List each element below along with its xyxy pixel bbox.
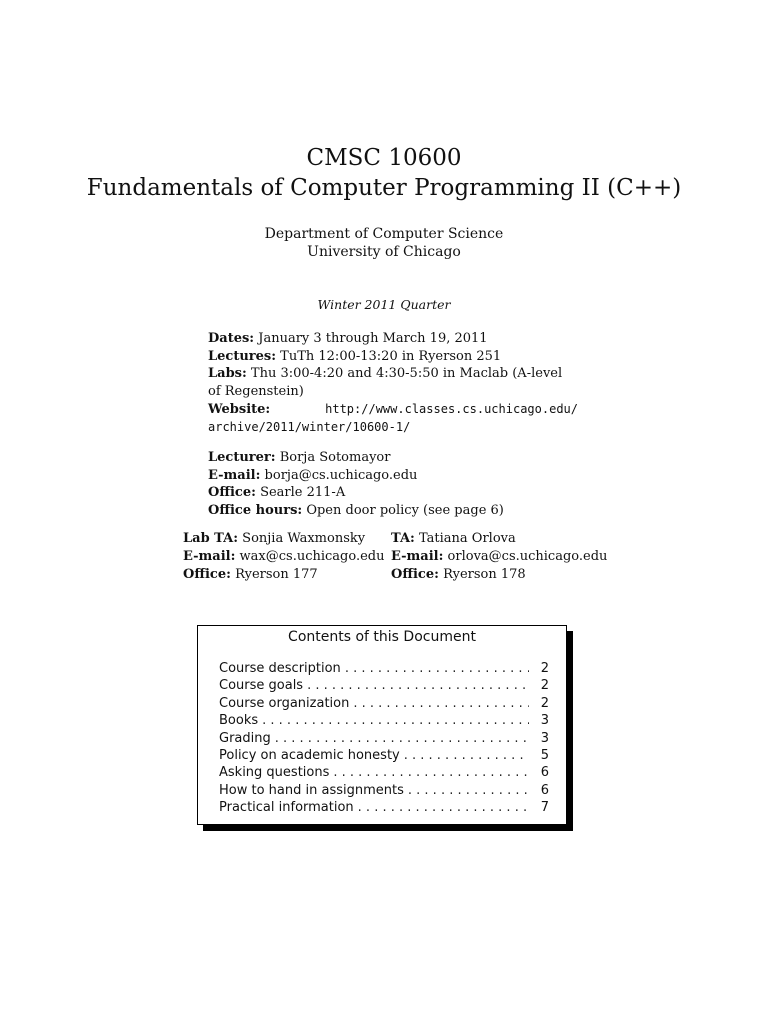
lectures-line (208, 348, 578, 366)
lab-ta-office: Ryerson 177 (235, 567, 318, 582)
university: University of Chicago (307, 244, 461, 260)
toc-item[interactable] (219, 747, 549, 764)
toc-item[interactable] (219, 730, 549, 747)
course-info (208, 330, 578, 436)
lab-ta-line (183, 530, 385, 548)
office-hours: Open door policy (see page 6) (306, 503, 504, 519)
affiliation (0, 225, 768, 261)
toc-item-label: Course goals (219, 678, 304, 694)
lecturer-office: Searle 211-A (260, 485, 346, 501)
labs-label: Labs: (208, 366, 247, 382)
lecturer-email-line (208, 467, 578, 485)
labs-value: Thu 3:00-4:20 and 4:30-5:50 in Maclab (A-level of Regenstein) (208, 366, 563, 400)
lectures-label: Lectures: (208, 348, 277, 364)
ta-info (391, 530, 607, 584)
ta-email-line (391, 548, 607, 566)
toc-leader-dots (353, 695, 529, 712)
toc-title: Contents of this Document (288, 629, 476, 645)
labs-line (208, 365, 578, 400)
toc-list (219, 660, 549, 817)
website-line (208, 401, 578, 419)
toc-leader-dots (408, 782, 529, 799)
toc-item-page: 3 (540, 713, 549, 729)
toc-item[interactable] (219, 764, 549, 781)
department: Department of Computer Science (264, 226, 504, 242)
website-label: Website: (208, 401, 271, 417)
lab-ta-name: Sonjia Waxmonsky (242, 531, 366, 546)
toc-item[interactable] (219, 712, 549, 729)
toc-item-label: Policy on academic honesty (219, 747, 400, 763)
lecturer-name: Borja Sotomayor (279, 450, 391, 465)
toc-item[interactable] (219, 677, 549, 694)
ta-email[interactable]: orlova@cs.uchicago.edu (447, 549, 608, 564)
dates-label: Dates: (208, 331, 255, 346)
ta-office-line (391, 566, 607, 584)
toc-item-page: 6 (540, 765, 549, 781)
toc-item-page: 7 (540, 800, 549, 816)
ta-email-label: E-mail: (391, 549, 444, 564)
lecturer-label: Lecturer: (208, 450, 276, 465)
ta-line (391, 530, 607, 548)
toc-leader-dots (262, 712, 529, 729)
title-block (0, 143, 768, 203)
lab-ta-email-line (183, 548, 385, 566)
lecturer-info (208, 449, 578, 520)
course-title: Fundamentals of Computer Programming II (C++) (86, 175, 682, 201)
toc-item-page: 3 (540, 730, 549, 746)
ta-office-label: Office: (391, 567, 439, 582)
toc-item[interactable] (219, 695, 549, 712)
lab-ta-office-label: Office: (183, 567, 231, 582)
ta-office: Ryerson 178 (443, 567, 526, 582)
lab-ta-info (183, 530, 385, 584)
lecturer-office-label: Office: (208, 485, 256, 501)
dates-value: January 3 through March 19, 2011 (258, 331, 488, 346)
toc-leader-dots (404, 747, 529, 764)
toc-item-label: Course description (219, 661, 341, 676)
lecturer-email[interactable]: borja@cs.uchicago.edu (264, 467, 418, 483)
lecturer-email-label: E-mail: (208, 467, 261, 483)
office-hours-line (208, 502, 578, 520)
dates-line (208, 330, 578, 348)
lectures-value: TuTh 12:00-13:20 in Ryerson 251 (280, 348, 502, 364)
toc-item-label: Grading (219, 730, 271, 746)
website-link-part2[interactable]: archive/2011/winter/10600-1/ (208, 419, 411, 434)
lab-ta-email[interactable]: wax@cs.uchicago.edu (239, 549, 385, 564)
ta-label: TA: (391, 531, 415, 546)
toc-item-page: 2 (540, 678, 549, 694)
toc-item[interactable] (219, 782, 549, 799)
ta-name: Tatiana Orlova (419, 531, 516, 546)
toc-item-label: How to hand in assignments (219, 782, 404, 798)
website-link-part1[interactable]: http://www.classes.cs.uchicago.edu/ (325, 401, 578, 416)
toc-item-label: Practical information (219, 800, 354, 816)
toc-item[interactable] (219, 799, 549, 816)
toc-leader-dots (358, 799, 529, 816)
toc-item-page: 2 (540, 695, 549, 711)
table-of-contents (197, 625, 567, 825)
lab-ta-email-label: E-mail: (183, 549, 236, 564)
toc-item-page: 5 (540, 747, 549, 763)
toc-item-page: 2 (540, 661, 549, 676)
toc-leader-dots (275, 730, 529, 747)
office-hours-label: Office hours: (208, 503, 303, 519)
toc-item-label: Asking questions (219, 765, 330, 781)
toc-leader-dots (333, 764, 529, 781)
website-line-2 (208, 419, 578, 437)
toc-item-label: Course organization (219, 695, 350, 711)
toc-leader-dots (345, 660, 529, 677)
toc-item-label: Books (219, 713, 259, 729)
toc-item-page: 6 (540, 782, 549, 798)
lab-ta-office-line (183, 566, 385, 584)
toc-leader-dots (307, 677, 529, 694)
lecturer-office-line (208, 484, 578, 502)
course-code: CMSC 10600 (306, 145, 462, 171)
quarter: Winter 2011 Quarter (317, 297, 451, 312)
lab-ta-label: Lab TA: (183, 531, 239, 546)
lecturer-line (208, 449, 578, 467)
toc-item[interactable] (219, 660, 549, 677)
